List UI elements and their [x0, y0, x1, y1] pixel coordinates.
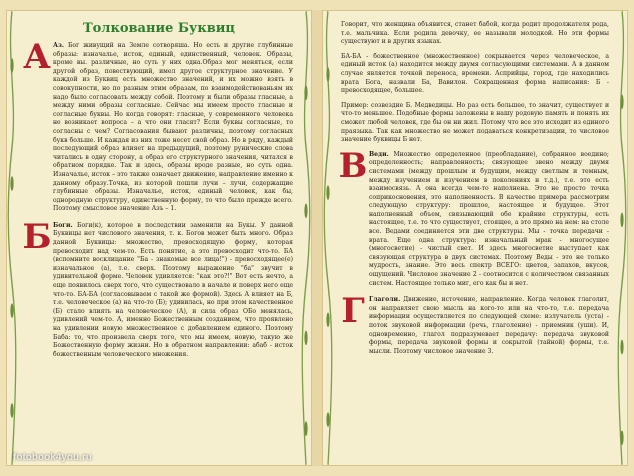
section-az — [23, 37, 294, 214]
watermark: fotobook4you.ru — [13, 452, 92, 463]
section-text-glagoli: Движение, источение, направление. Когда человек глаголит, он направляет свою мысль на кого-то или на что-то, т.е. передача информации осуществляется по следующей схеме: излучатель (уста) - поток звуковой информации (речь, глаголение) - приемник (уши). И, одновременно, глагол подразумевает передачу: передача звуковой формы, передача звуковой формы и сокрытой (тайной) формы, т.е. мысли. Поэтому числовое значение 3. — [369, 296, 609, 355]
left-page-vine-border — [7, 11, 17, 465]
drop-cap-letter: Г — [341, 291, 365, 332]
vine-border-svg — [617, 11, 627, 465]
section-title-glagoli: Глаголи. — [369, 296, 401, 304]
paragraph-bogi — [53, 222, 293, 360]
section-title-vedi: Веди. — [369, 150, 389, 158]
section-text-bogi: Боги(к), которое в последствии заменили на Букы. У данной Буквицы нет числового значения, т. к. Богов может быть много. Образ данной Буквицы: множество, превосходящую форму, которая превосходит над чем-то. Есть понятие, а это превосходит что-то. БА (вспомните восклицание "Ба - знакомые все лица!") - превосходящее(е) изначальное (а), т.е. сверх. Поэтому выражение "ба" звучит в удивительной форме. Человек удивляется: "как это?!" Вот есть нечто, а еще появилось сверх того, что существовало в начале и поверх него еще что-то. БА-БА (согласовываем с такой же формой). Здесь А влияет на Б, т.е. человеческое (а) на что-то (Б); удивилась, но при этом качественное (Б) стало влиять на человеческое (А), и сила образ ОБо менялась, удивлений чем-то. А, именно Божественным созданием, что проявлено на удивлении новую множественное с добавлением единого. Поэтому Баба: то, что произвела сверх того, что мы имеем, новую, такую же Божественную форму жизни. Но в обратном направлении: абаб - исток божественным человеческого множения. — [53, 221, 294, 358]
right-page-vine-border-left — [323, 11, 333, 465]
vine-border-svg — [7, 11, 17, 465]
paragraph-primer: Пример: созвездие Б. Медведицы. Но раз есть большее, то значит, существует и что-то меньшее. Подобные формы заложены в нашу родовую память и понять их сможет любой человек, где бы он ни жил. Потому что все это исходит из единого праязыка. Так как множество не может подаваться конкретизации, то числовое значение буквицы Б нет. — [341, 101, 609, 144]
section-glagoli — [341, 291, 609, 356]
page-title: Толкование Буквиц — [82, 21, 236, 36]
paragraph-vedi — [369, 151, 609, 289]
paragraph-az — [53, 42, 293, 214]
drop-cap-a — [23, 37, 51, 77]
vine-border-svg — [301, 11, 311, 465]
drop-cap-letter: А — [23, 37, 51, 77]
section-title-bogi: Боги. — [53, 221, 73, 229]
drop-cap-letter: В — [338, 145, 368, 186]
section-vedi — [338, 145, 609, 289]
left-page — [6, 10, 312, 466]
section-text-az: Бог живущий на Земле сотворяша. Но есть и другие глубинные образы: изначалье, исток, единый, единственный, человек. Образы, кроме вы. различные, но суть у них одна.Образ мог меняться, если другой образ, повествующий, имел другое структурное значение. У каждой из Буквиц есть множество значений, и их можно взять в совокупности, но по разным этим образам, по взаимодействованьям их надо было согласовать между собой. Поэтому и были образы гласные, а между ними образы согласные. Сейчас мы имеем просто гласные и согласные буквы. Но когда говорят: гласные, у современного человека не возникает вопроса – а что они гласят? Если буквы согласные, то согласны с чем? Согласования бывают различны, поэтому согласных букв больше. И каждая из них тоже несет свой образ. Но в ряду, каждый последующий образ влияет на предыдущий, поэтому рунические слова читались в одну сторону, а образ его структурного значения, читался в обратном порядке. Так и здесь, образы вроде разные, но суть одна. Изначалье, исток – это также означает движение, направление именно к данному образу.Точка, из которой пошли лучи – лучи, содержащие глубинные образы. Изначалье, исток, единый человек, как бы, однородную структуру, единственную форму, то что было прежде всего. Поэтому смысловое значение Азъ – 1. — [53, 42, 294, 213]
paragraph-intro: Говорит, что женщина объявится, станет бабой, когда родит продолжателя рода, т.е. мальчика. Если родила девочку, ее называли молодкой. Но эти формы существуют и в других языках. — [341, 21, 609, 46]
section-bogi — [22, 216, 294, 360]
drop-cap-b — [22, 216, 52, 257]
section-title-az: Аз. — [53, 42, 64, 49]
section-text-vedi: Множество определенное (преобладание), собранное воедино; определенность; направленность; связующее звено между двумя системами (между прошлым и будущим, между светлым и темным, между изучением и изучением в поколениях и т.д.), т.е. это есть взаимосвязь. А она всегда чем-то наполнена. Это не просто точка соприкосновения, это наполненность. В качестве примера рассмотрим следующую структуру: прошлое, настоящее и будущее. Этот наполненный объем, связывающий обе крайние структуры, есть настоящее, т.е. то что существует, стоящее, а это прямо на нем: на столе все. Ведами соединяется эти две структуры. Мы - точка передачи - врата. Еще одна структура: изначальный мрак - многосущее (многосветие) - чистый свет. И здесь многосветие выступает как связующая структура в двух системах. Поэтому Веды - это не только мудрость, знание. Это весь спектр ВСЕГО: цветов, запахов, вкусов, ощущений. Числовое значение 2 - соотносится с количеством связанных систем. Настоящее только миг, его как бы и нет. — [369, 150, 609, 287]
paragraph-glagoli — [369, 296, 609, 356]
book-gutter — [312, 10, 322, 466]
drop-cap-letter: Б — [22, 216, 52, 257]
right-page — [322, 10, 628, 466]
right-page-vine-border — [617, 11, 627, 465]
paragraph-baba: БА-БА - божественное (множественное) сокрывается через человеческое, а единый исток (а) находится между двумя согласующими системами. А в данном случае является точкой переноса, времени. Асприйцы, город, где находились врата Бога, назвали Ба, Вавилон. Сокращенная форма написания: Б - превосходящее, большее. — [341, 52, 609, 95]
vine-border-svg — [323, 11, 333, 465]
drop-cap-g — [341, 291, 365, 332]
left-page-vine-border-right — [301, 11, 311, 465]
drop-cap-v — [338, 145, 368, 186]
